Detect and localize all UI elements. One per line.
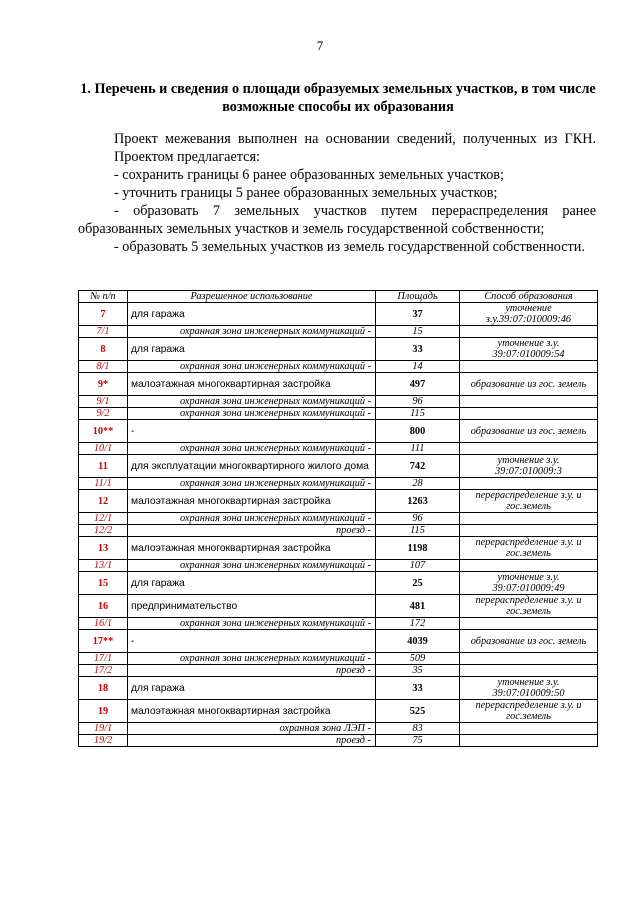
table-row xyxy=(79,560,598,572)
table-row xyxy=(79,700,598,723)
row-area: 115 xyxy=(376,408,460,420)
table-row xyxy=(79,677,598,700)
table-body xyxy=(79,303,598,747)
table-header-row xyxy=(79,291,598,303)
row-number: 7 xyxy=(79,303,128,326)
table-row xyxy=(79,338,598,361)
section-heading: 1. Перечень и сведения о площади образуемых земельных участков, в том числе возможные способы их образования xyxy=(80,81,596,115)
row-area: 115 xyxy=(376,525,460,537)
row-method: уточнение з.у. 39:07:010009:50 xyxy=(460,677,598,700)
row-area: 172 xyxy=(376,618,460,630)
row-use: для эксплуатации многоквартирного жилого дома xyxy=(128,455,376,478)
row-area: 107 xyxy=(376,560,460,572)
header-method: Способ образования xyxy=(460,291,598,303)
row-area: 4039 xyxy=(376,630,460,653)
row-use: - xyxy=(128,420,376,443)
row-use: малоэтажная многоквартирная застройка xyxy=(128,490,376,513)
row-area: 481 xyxy=(376,595,460,618)
table-row xyxy=(79,490,598,513)
table-row xyxy=(79,408,598,420)
row-area: 15 xyxy=(376,326,460,338)
row-use: охранная зона инженерных коммуникаций - xyxy=(128,513,376,525)
row-method xyxy=(460,665,598,677)
intro-paragraph-5: - образовать 7 земельных участков путем перераспределения ранее образованных земельных участков и земель государственной собственности; xyxy=(78,203,596,237)
row-use: охранная зона инженерных коммуникаций - xyxy=(128,443,376,455)
row-use: охранная зона инженерных коммуникаций - xyxy=(128,361,376,373)
row-method: перераспределение з.у. и гос.земель xyxy=(460,700,598,723)
row-use: охранная зона инженерных коммуникаций - xyxy=(128,653,376,665)
row-area: 37 xyxy=(376,303,460,326)
row-method xyxy=(460,723,598,735)
row-number: 9/1 xyxy=(79,396,128,408)
intro-paragraph-1: Проект межевания выполнен на основании сведений, полученных из ГКН. xyxy=(114,131,596,147)
row-method xyxy=(460,735,598,747)
row-method: образование из гос. земель xyxy=(460,373,598,396)
row-area: 509 xyxy=(376,653,460,665)
row-number: 16 xyxy=(79,595,128,618)
row-use: для гаража xyxy=(128,338,376,361)
row-number: 19/1 xyxy=(79,723,128,735)
row-method: уточнение з.у. 39:07:010009:49 xyxy=(460,572,598,595)
row-method: уточнение з.у. 39:07:010009:54 xyxy=(460,338,598,361)
row-use: охранная зона инженерных коммуникаций - xyxy=(128,618,376,630)
row-area: 83 xyxy=(376,723,460,735)
table-row xyxy=(79,326,598,338)
row-area: 96 xyxy=(376,396,460,408)
row-area: 742 xyxy=(376,455,460,478)
table-row xyxy=(79,618,598,630)
row-number: 7/1 xyxy=(79,326,128,338)
row-method xyxy=(460,396,598,408)
row-method: образование из гос. земель xyxy=(460,420,598,443)
intro-paragraph-2: Проектом предлагается: xyxy=(114,149,260,165)
row-method xyxy=(460,443,598,455)
row-area: 35 xyxy=(376,665,460,677)
intro-text xyxy=(78,130,596,256)
row-number: 19/2 xyxy=(79,735,128,747)
row-use: охранная зона инженерных коммуникаций - xyxy=(128,326,376,338)
row-number: 19 xyxy=(79,700,128,723)
table-row xyxy=(79,396,598,408)
table-row xyxy=(79,595,598,618)
row-area: 96 xyxy=(376,513,460,525)
row-use: малоэтажная многоквартирная застройка xyxy=(128,373,376,396)
table-row xyxy=(79,455,598,478)
row-use: охранная зона инженерных коммуникаций - xyxy=(128,396,376,408)
table-row xyxy=(79,572,598,595)
row-method: образование из гос. земель xyxy=(460,630,598,653)
table-row xyxy=(79,513,598,525)
row-number: 15 xyxy=(79,572,128,595)
table-row xyxy=(79,443,598,455)
row-number: 11 xyxy=(79,455,128,478)
row-number: 13/1 xyxy=(79,560,128,572)
row-number: 11/1 xyxy=(79,478,128,490)
parcels-table xyxy=(78,290,598,747)
row-area: 1198 xyxy=(376,537,460,560)
row-number: 13 xyxy=(79,537,128,560)
row-use: для гаража xyxy=(128,303,376,326)
table-row xyxy=(79,723,598,735)
table-row xyxy=(79,735,598,747)
row-method: перераспределение з.у. и гос.земель xyxy=(460,490,598,513)
row-method: уточнение з.у. 39:07:010009:3 xyxy=(460,455,598,478)
row-use: охранная зона инженерных коммуникаций - xyxy=(128,478,376,490)
row-method xyxy=(460,326,598,338)
row-number: 17/1 xyxy=(79,653,128,665)
row-area: 14 xyxy=(376,361,460,373)
row-area: 525 xyxy=(376,700,460,723)
row-method: перераспределение з.у. и гос.земель xyxy=(460,537,598,560)
row-use: для гаража xyxy=(128,677,376,700)
row-area: 800 xyxy=(376,420,460,443)
table-row xyxy=(79,373,598,396)
row-area: 111 xyxy=(376,443,460,455)
row-method xyxy=(460,478,598,490)
row-use: - xyxy=(128,630,376,653)
row-use: малоэтажная многоквартирная застройка xyxy=(128,537,376,560)
row-method: перераспределение з.у. и гос.земель xyxy=(460,595,598,618)
header-area: Площадь xyxy=(376,291,460,303)
row-area: 28 xyxy=(376,478,460,490)
row-use: охранная зона ЛЭП - xyxy=(128,723,376,735)
row-method xyxy=(460,525,598,537)
intro-paragraph-6: - образовать 5 земельных участков из земель государственной собственности. xyxy=(114,239,585,255)
row-number: 17** xyxy=(79,630,128,653)
row-area: 497 xyxy=(376,373,460,396)
intro-paragraph-4: - уточнить границы 5 ранее образованных земельных участков; xyxy=(114,185,498,201)
row-number: 8 xyxy=(79,338,128,361)
row-method xyxy=(460,618,598,630)
row-number: 17/2 xyxy=(79,665,128,677)
row-use: охранная зона инженерных коммуникаций - xyxy=(128,560,376,572)
table-row xyxy=(79,361,598,373)
table-row xyxy=(79,420,598,443)
row-number: 9* xyxy=(79,373,128,396)
row-use: предпринимательство xyxy=(128,595,376,618)
row-number: 9/2 xyxy=(79,408,128,420)
row-method xyxy=(460,513,598,525)
row-use: проезд - xyxy=(128,665,376,677)
row-number: 10** xyxy=(79,420,128,443)
row-number: 16/1 xyxy=(79,618,128,630)
row-use: малоэтажная многоквартирная застройка xyxy=(128,700,376,723)
table-row xyxy=(79,303,598,326)
row-use: охранная зона инженерных коммуникаций - xyxy=(128,408,376,420)
row-area: 25 xyxy=(376,572,460,595)
table-row xyxy=(79,537,598,560)
row-use: для гаража xyxy=(128,572,376,595)
table-row xyxy=(79,525,598,537)
row-method xyxy=(460,408,598,420)
row-number: 12/2 xyxy=(79,525,128,537)
page-number: 7 xyxy=(316,38,324,53)
row-area: 33 xyxy=(376,677,460,700)
table-row xyxy=(79,478,598,490)
row-number: 12 xyxy=(79,490,128,513)
row-number: 10/1 xyxy=(79,443,128,455)
intro-paragraph-3: - сохранить границы 6 ранее образованных земельных участков; xyxy=(114,167,504,183)
header-use: Разрешенное использование xyxy=(128,291,376,303)
row-method xyxy=(460,361,598,373)
row-area: 33 xyxy=(376,338,460,361)
row-number: 18 xyxy=(79,677,128,700)
row-method: уточнение з.у.39:07:010009:46 xyxy=(460,303,598,326)
row-use: проезд - xyxy=(128,525,376,537)
row-use: проезд - xyxy=(128,735,376,747)
table-row xyxy=(79,630,598,653)
table-row xyxy=(79,653,598,665)
row-number: 12/1 xyxy=(79,513,128,525)
row-area: 1263 xyxy=(376,490,460,513)
row-area: 75 xyxy=(376,735,460,747)
row-method xyxy=(460,560,598,572)
row-number: 8/1 xyxy=(79,361,128,373)
header-number: № п/п xyxy=(79,291,128,303)
table-row xyxy=(79,665,598,677)
row-method xyxy=(460,653,598,665)
